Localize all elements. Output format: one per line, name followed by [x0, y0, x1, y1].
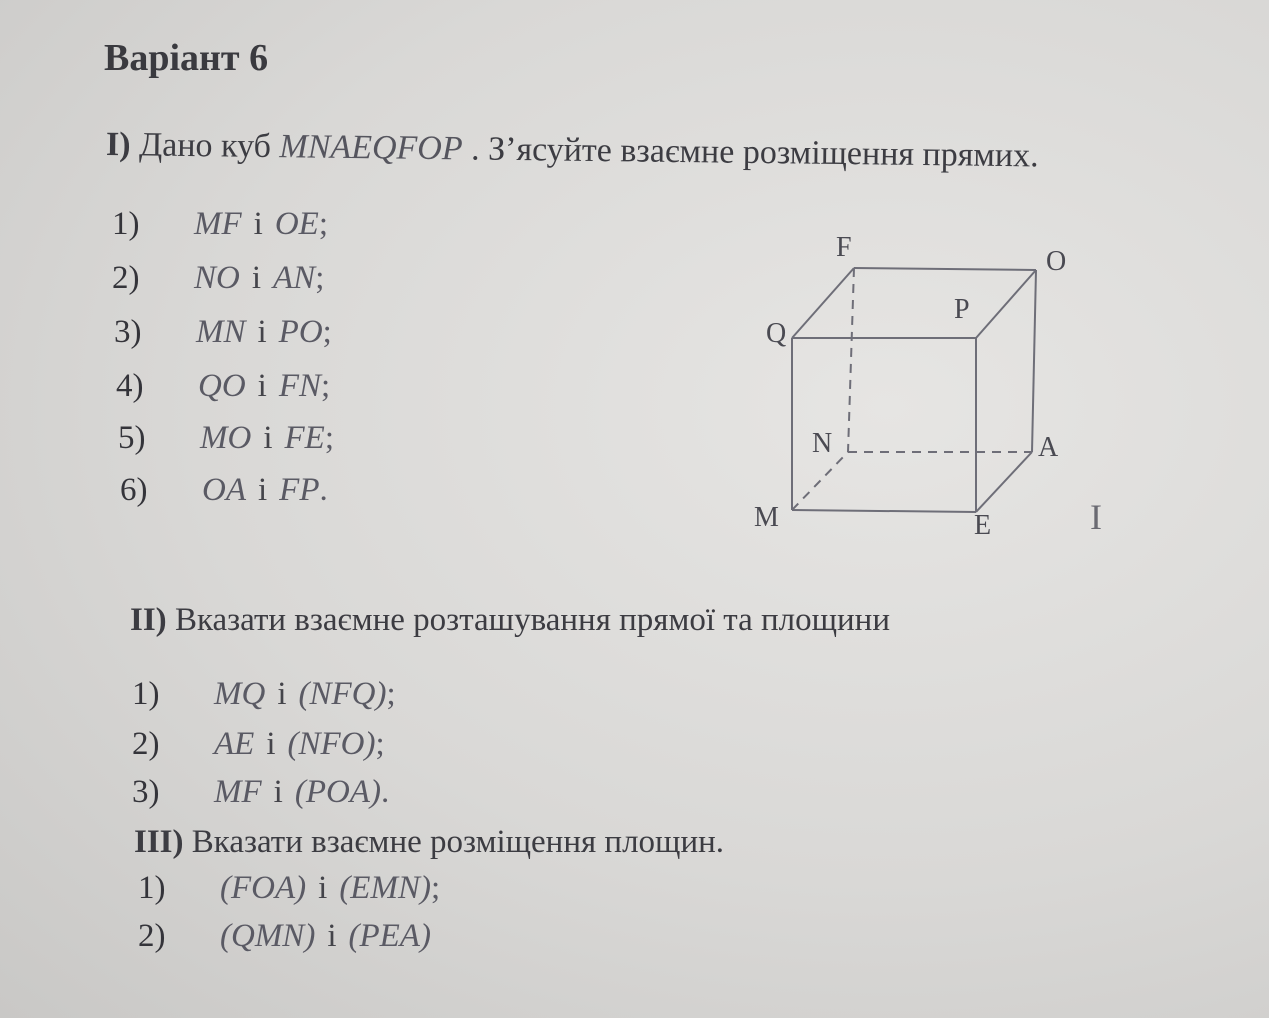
item-end: . [380, 774, 390, 810]
item-line-a: MO [200, 420, 252, 456]
label-A: A [1038, 432, 1059, 463]
label-E: E [974, 510, 992, 541]
item-number: 3) [132, 774, 160, 810]
part2-text: Вказати взаємне розташування прямої та площини [174, 602, 890, 638]
part1-text-before: Дано куб [138, 126, 272, 166]
edge-back-right [1032, 270, 1036, 452]
label-Q: Q [766, 318, 787, 349]
item-number: 1) [138, 870, 166, 906]
part1-item-5 [118, 420, 334, 457]
label-F: F [836, 232, 852, 263]
item-conjunction: і [251, 260, 262, 296]
item-end: ; [430, 870, 441, 906]
item-conjunction: і [273, 774, 283, 810]
item-end: ; [375, 726, 385, 762]
cube-diagram [740, 220, 1120, 550]
part1-item-2 [112, 260, 324, 297]
item-line-a: QO [198, 368, 246, 404]
item-number: 1) [132, 676, 160, 712]
part1-text-after: . З’ясуйте взаємне розміщення прямих. [470, 130, 1039, 175]
part3-item-2 [138, 918, 431, 955]
label-O: O [1046, 246, 1067, 277]
item-number: 3) [114, 314, 142, 350]
item-plane-b: (NFQ) [298, 676, 387, 712]
part1-number: I) [105, 126, 131, 164]
item-line-b: FN [278, 368, 322, 404]
item-line-a: OA [202, 472, 246, 508]
item-end: ; [318, 206, 328, 242]
item-number: 4) [116, 368, 144, 404]
text-cursor-icon: I [1090, 497, 1102, 537]
item-conjunction: і [277, 676, 287, 712]
item-conjunction: і [318, 870, 328, 906]
item-plane-b: (PEA) [348, 918, 431, 954]
item-plane-b: (EMN) [339, 870, 431, 906]
item-number: 1) [112, 206, 140, 242]
edge-back-top [854, 268, 1036, 270]
part1-item-3 [114, 314, 332, 351]
part2-heading [130, 602, 890, 639]
item-line-a: MF [214, 774, 262, 810]
edge-top-left-depth [792, 268, 854, 338]
item-line-b: PO [278, 314, 323, 350]
edge-bottom-right-depth [976, 452, 1032, 512]
item-number: 6) [120, 472, 148, 508]
part3-heading [134, 824, 724, 861]
item-line-b: FP [279, 472, 320, 508]
item-line-a: MQ [214, 676, 266, 712]
item-line-b: FE [284, 420, 325, 456]
part1-item-1 [112, 206, 328, 243]
item-number: 5) [118, 420, 146, 456]
item-end: ; [322, 314, 332, 350]
part1-heading [106, 126, 1039, 175]
item-line-a: AE [214, 726, 255, 762]
label-M: M [754, 502, 779, 533]
part2-item-2 [132, 726, 385, 763]
part3-text: Вказати взаємне розміщення площин. [191, 824, 725, 860]
item-conjunction: і [263, 420, 273, 456]
edge-front-bottom [792, 510, 976, 512]
item-number: 2) [132, 726, 160, 762]
item-plane-a: (QMN) [220, 918, 316, 954]
part1-item-6 [120, 472, 328, 509]
part2-item-3 [132, 774, 389, 811]
item-plane-b: (NFO) [287, 726, 376, 762]
hidden-edge-bottom-left-depth [792, 452, 848, 510]
item-line-a: NO [194, 260, 240, 296]
item-plane-b: (POA) [294, 774, 381, 810]
item-plane-a: (FOA) [220, 870, 307, 906]
item-end: . [319, 472, 328, 508]
item-end: ; [324, 420, 334, 456]
item-number: 2) [112, 260, 140, 296]
item-line-b: OE [274, 206, 319, 242]
item-conjunction: і [257, 368, 267, 404]
item-end: ; [315, 260, 325, 296]
item-conjunction: і [266, 726, 276, 762]
label-P: P [954, 294, 970, 325]
part2-item-1 [132, 676, 396, 713]
item-conjunction: і [257, 314, 267, 350]
item-number: 2) [138, 918, 166, 954]
item-line-a: MF [194, 206, 242, 242]
edge-top-right-depth [976, 270, 1036, 338]
label-N: N [812, 428, 833, 459]
part1-cube-name: MNAEQFOP [279, 128, 463, 168]
part3-item-1 [138, 870, 440, 907]
item-conjunction: і [258, 472, 268, 508]
page-title: Варіант 6 [104, 37, 269, 79]
item-end: ; [386, 676, 396, 712]
item-conjunction: і [253, 206, 263, 242]
part2-number: II) [130, 602, 167, 638]
part3-number: III) [134, 824, 184, 860]
hidden-edge-back-left [848, 268, 854, 452]
part1-item-4 [116, 368, 330, 405]
item-line-b: AN [273, 260, 316, 296]
item-conjunction: і [327, 918, 337, 954]
item-end: ; [321, 368, 331, 404]
item-line-a: MN [196, 314, 246, 350]
